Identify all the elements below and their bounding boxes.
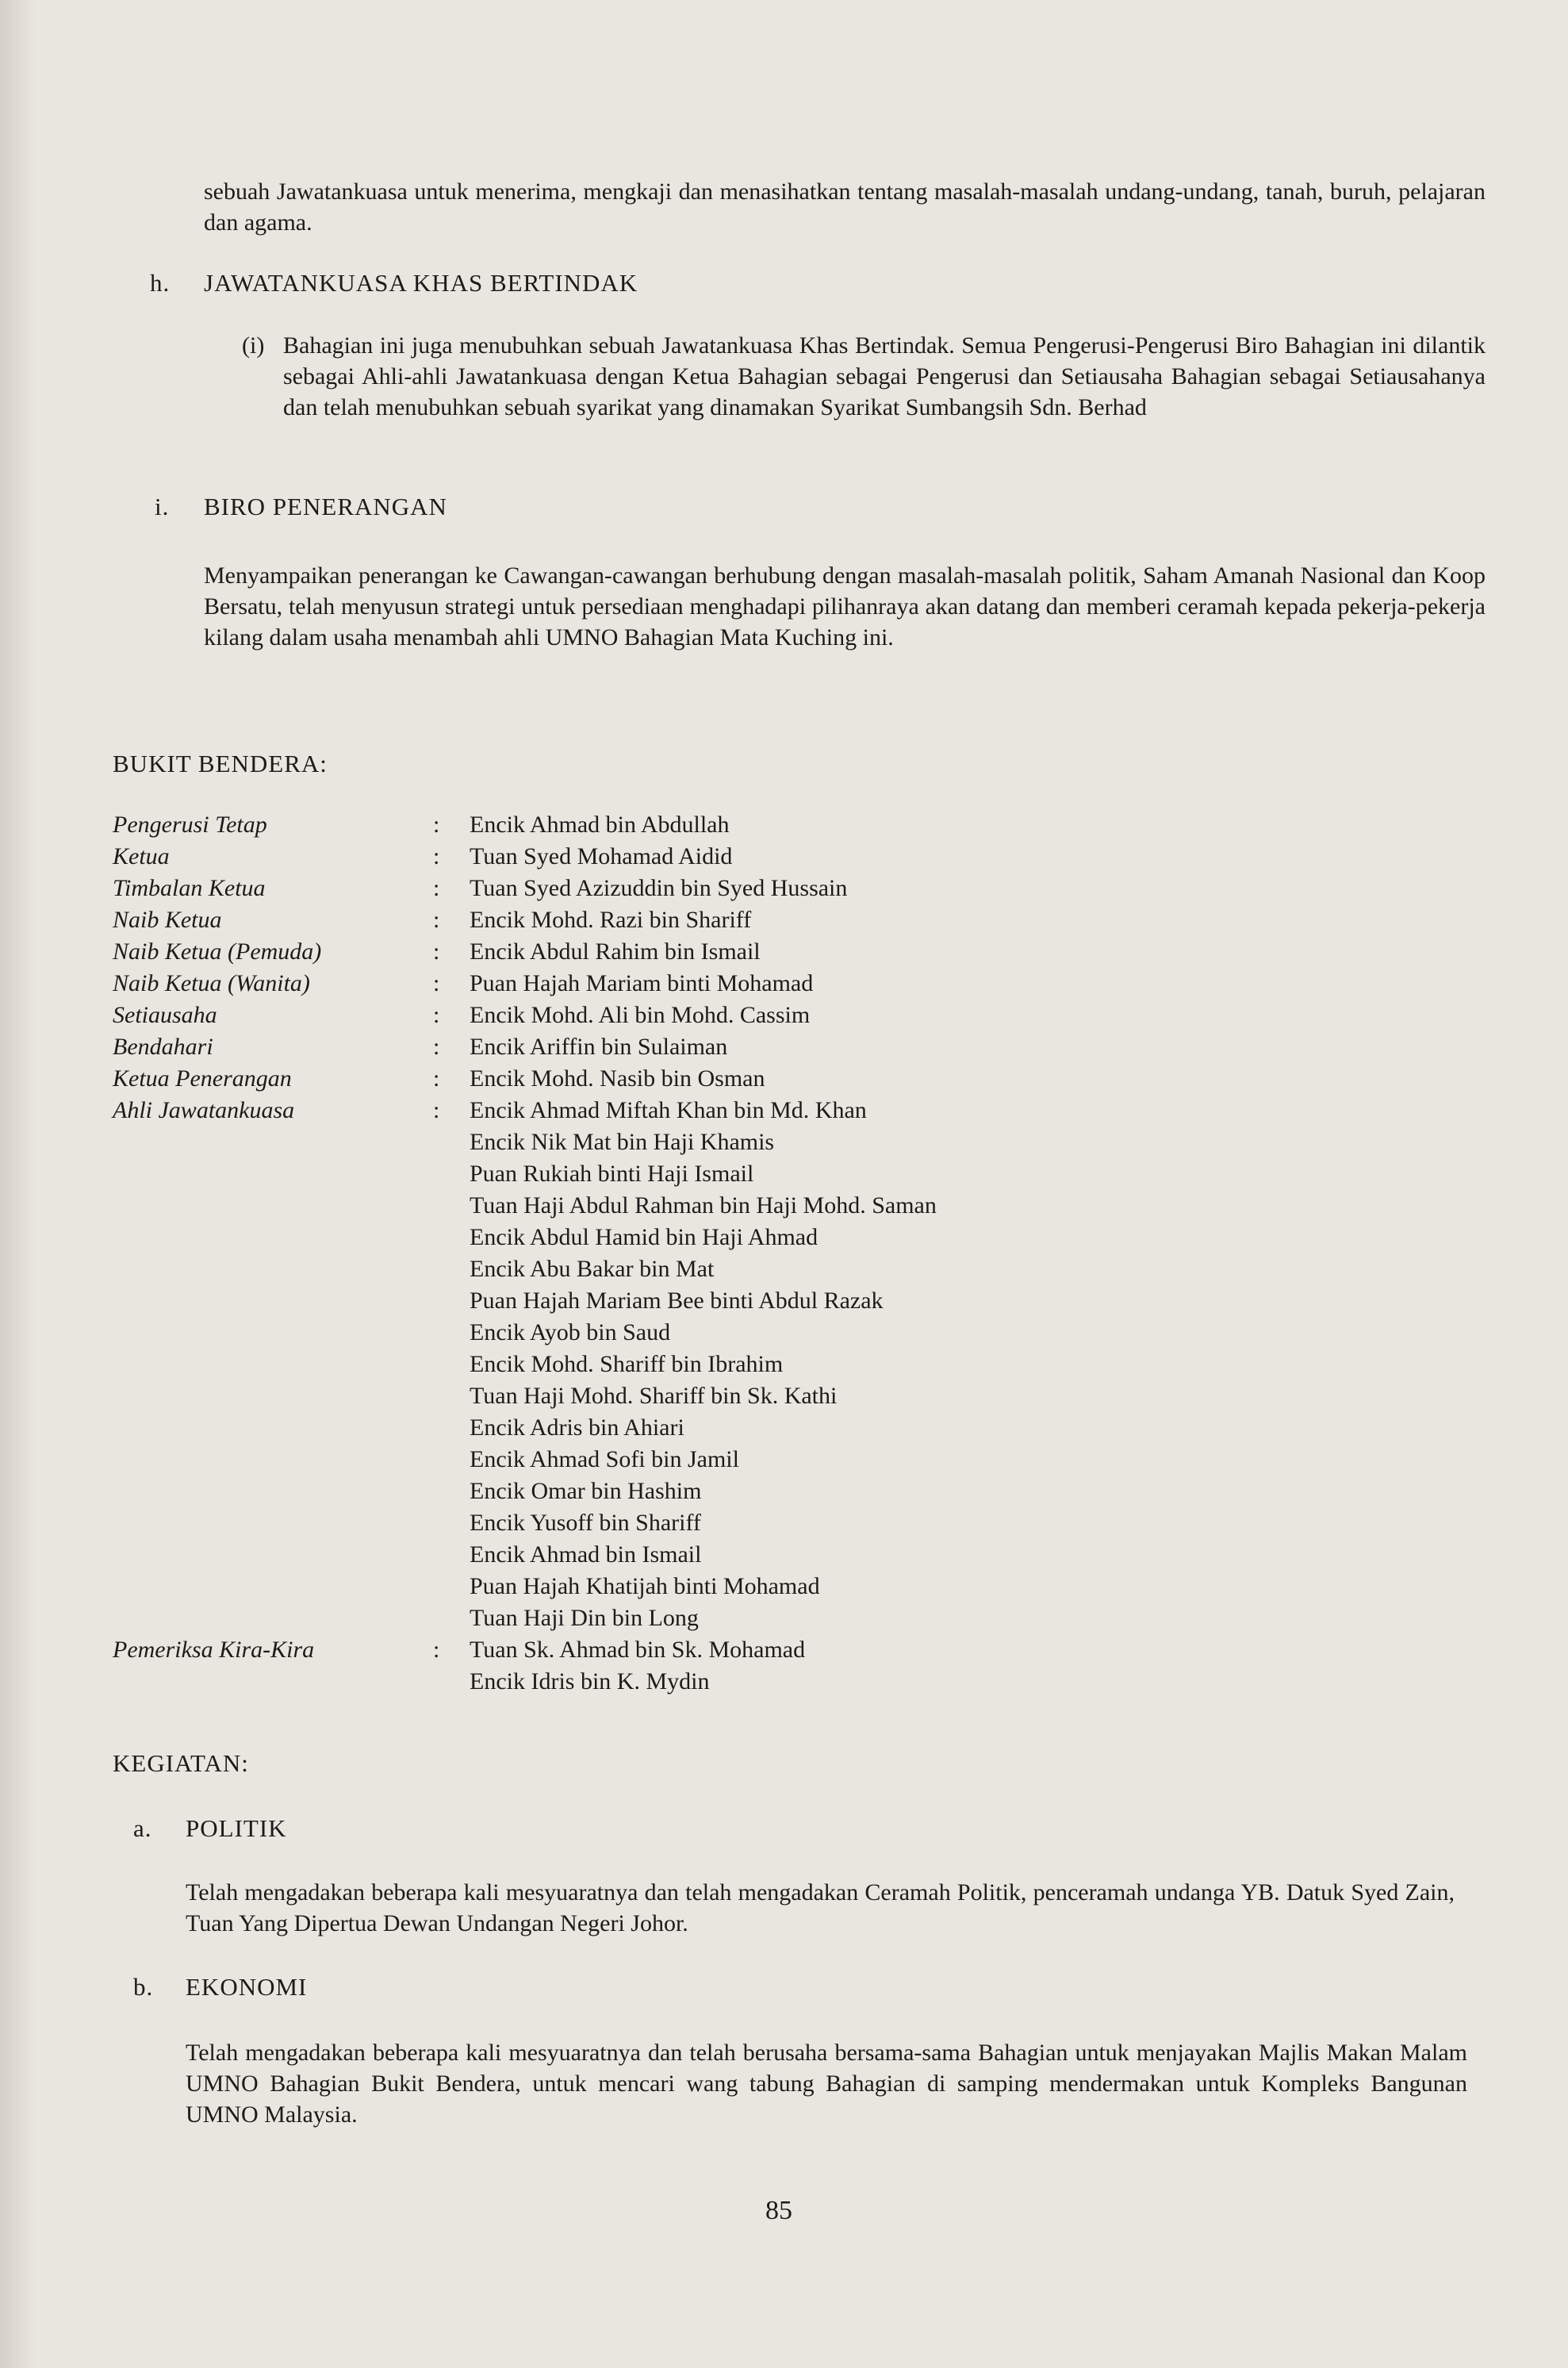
roster-name: Encik Abdul Hamid bin Haji Ahmad: [470, 1224, 819, 1250]
roster-name: Encik Adris bin Ahiari: [470, 1414, 684, 1441]
roster-separator: :: [433, 907, 440, 933]
section-i-heading: [155, 493, 447, 521]
roster-name: Encik Omar bin Hashim: [470, 1478, 702, 1504]
roster-separator: :: [433, 970, 440, 996]
roster-name: Encik Ayob bin Saud: [470, 1319, 671, 1345]
roster-row: [113, 1031, 1144, 1063]
roster-row: [113, 1253, 1144, 1285]
roster-name: Tuan Syed Mohamad Aidid: [470, 843, 733, 869]
roster-position: Ketua Penerangan: [113, 1065, 292, 1092]
roster-name: Encik Mohd. Razi bin Shariff: [470, 907, 752, 933]
section-h-item-number: (i): [242, 332, 265, 359]
roster-name: Encik Ahmad Miftah Khan bin Md. Khan: [470, 1097, 867, 1123]
section-h-item-text: Bahagian ini juga menubuhkan sebuah Jawatankuasa Khas Bertindak. Semua Pengerusi-Pengerusi Biro Bahagian ini dilantik sebagai Ahli-ahli Jawatankuasa dengan Ketua Bahagian sebagai Pengerusi dan Setiausaha Bahagian sebagai Setiausahanya dan telah menubuhkan sebuah syarikat yang dinamakan Syarikat Sumbangsih Sdn. Berhad: [283, 332, 1486, 420]
politik-marker: a.: [133, 1814, 152, 1842]
roster-row: [113, 1126, 1144, 1158]
roster-row: [113, 841, 1144, 873]
roster-position: Timbalan Ketua: [113, 875, 266, 901]
roster-row: [113, 1317, 1144, 1349]
roster-row: [113, 936, 1144, 968]
roster-position: Ketua: [113, 843, 170, 869]
roster-name: Encik Mohd. Nasib bin Osman: [470, 1065, 765, 1092]
roster-name: Encik Abdul Rahim bin Ismail: [470, 938, 761, 965]
roster-separator: :: [433, 1002, 440, 1028]
roster-row: [113, 904, 1144, 936]
roster-name: Tuan Haji Din bin Long: [470, 1605, 699, 1631]
roster-separator: :: [433, 938, 440, 965]
roster-row: [113, 968, 1144, 1000]
section-i-marker: i.: [155, 493, 170, 520]
roster-row: [113, 1444, 1144, 1476]
roster-position: Bendahari: [113, 1034, 213, 1060]
roster-separator: :: [433, 1034, 440, 1060]
roster-name: Puan Hajah Khatijah binti Mohamad: [470, 1573, 820, 1599]
roster-name: Tuan Sk. Ahmad bin Sk. Mohamad: [470, 1637, 806, 1663]
section-i-paragraph: Menyampaikan penerangan ke Cawangan-cawangan berhubung dengan masalah-masalah politik, Saham Amanah Nasional dan Koop Bersatu, telah menyusun strategi untuk persediaan menghadapi pilihanraya akan datang dan memberi ceramah kepada pekerja-pekerja kilang dalam usaha menambah ahli UMNO Bahagian Mata Kuching ini.: [204, 562, 1486, 651]
roster-name: Encik Idris bin K. Mydin: [470, 1668, 710, 1694]
roster-position: Pemeriksa Kira-Kira: [113, 1637, 315, 1663]
roster-name: Encik Nik Mat bin Haji Khamis: [470, 1129, 775, 1155]
roster-position: Setiausaha: [113, 1002, 217, 1028]
roster-row: [113, 1666, 1144, 1698]
roster-row: [113, 1602, 1144, 1634]
kegiatan-title: KEGIATAN:: [113, 1749, 249, 1777]
roster-row: [113, 1095, 1144, 1126]
section-i-title: BIRO PENERANGAN: [204, 493, 447, 520]
roster-row: [113, 809, 1144, 841]
roster-row: [113, 1158, 1144, 1190]
roster-name: Puan Rukiah binti Haji Ismail: [470, 1161, 754, 1187]
ekonomi-marker: b.: [133, 1973, 154, 2001]
roster-name: Encik Ahmad bin Ismail: [470, 1541, 702, 1568]
roster-position: Naib Ketua: [113, 907, 222, 933]
section-h-title: JAWATANKUASA KHAS BERTINDAK: [204, 269, 638, 297]
roster-row: [113, 1476, 1144, 1507]
roster-position: Naib Ketua (Wanita): [113, 970, 310, 996]
roster-name: Encik Ahmad Sofi bin Jamil: [470, 1446, 739, 1472]
intro-paragraph: sebuah Jawatankuasa untuk menerima, mengkaji dan menasihatkan tentang masalah-masalah undang-undang, tanah, buruh, pelajaran dan agama.: [204, 178, 1486, 236]
ekonomi-paragraph: Telah mengadakan beberapa kali mesyuaratnya dan telah berusaha bersama-sama Bahagian untuk menjayakan Majlis Makan Malam UMNO Bahagian Bukit Bendera, untuk mencari wang tabung Bahagian di samping mendermakan untuk Kompleks Bangunan UMNO Malaysia.: [186, 2040, 1467, 2128]
politik-heading: [133, 1814, 287, 1843]
roster-name: Puan Hajah Mariam binti Mohamad: [470, 970, 814, 996]
roster-name: Encik Yusoff bin Shariff: [470, 1510, 701, 1536]
roster-position: Naib Ketua (Pemuda): [113, 938, 322, 965]
page-number: 85: [765, 2196, 792, 2225]
roster-row: [113, 1380, 1144, 1412]
roster-row: [113, 1634, 1144, 1666]
roster-row: [113, 1000, 1144, 1031]
roster-row: [113, 1412, 1144, 1444]
roster-name: Encik Mohd. Shariff bin Ibrahim: [470, 1351, 784, 1377]
roster-position: Ahli Jawatankuasa: [113, 1097, 295, 1123]
roster-separator: :: [433, 1637, 440, 1663]
politik-title: POLITIK: [186, 1814, 287, 1842]
roster-name: Encik Abu Bakar bin Mat: [470, 1256, 715, 1282]
roster-row: [113, 1190, 1144, 1222]
roster-row: [113, 1539, 1144, 1571]
roster-separator: :: [433, 1065, 440, 1092]
page-fold-shadow: [0, 0, 35, 2368]
ekonomi-title: EKONOMI: [186, 1973, 308, 2001]
roster-row: [113, 1571, 1144, 1602]
roster-name: Encik Ahmad bin Abdullah: [470, 812, 730, 838]
section-h-heading: [150, 269, 638, 297]
roster-row: [113, 1222, 1144, 1253]
roster-position: Pengerusi Tetap: [113, 812, 267, 838]
roster-name: Tuan Syed Azizuddin bin Syed Hussain: [470, 875, 848, 901]
section-h-marker: h.: [150, 269, 171, 297]
roster-name: Encik Mohd. Ali bin Mohd. Cassim: [470, 1002, 811, 1028]
roster-separator: :: [433, 875, 440, 901]
roster-name: Puan Hajah Mariam Bee binti Abdul Razak: [470, 1288, 884, 1314]
roster-row: [113, 1063, 1144, 1095]
roster-name: Tuan Haji Mohd. Shariff bin Sk. Kathi: [470, 1383, 838, 1409]
bukit-bendera-title: BUKIT BENDERA:: [113, 750, 328, 777]
roster-name: Tuan Haji Abdul Rahman bin Haji Mohd. Saman: [470, 1192, 937, 1219]
section-h-item: [242, 330, 1486, 457]
roster-row: [113, 1285, 1144, 1317]
roster-row: [113, 1507, 1144, 1539]
roster-name: Encik Ariffin bin Sulaiman: [470, 1034, 728, 1060]
politik-paragraph: Telah mengadakan beberapa kali mesyuaratnya dan telah mengadakan Ceramah Politik, penceramah undanga YB. Datuk Syed Zain, Tuan Yang Dipertua Dewan Undangan Negeri Johor.: [186, 1879, 1455, 1936]
roster-separator: :: [433, 843, 440, 869]
roster-separator: :: [433, 812, 440, 838]
roster-row: [113, 1349, 1144, 1380]
roster-row: [113, 873, 1144, 904]
committee-roster: [113, 809, 1144, 1698]
ekonomi-heading: [133, 1973, 307, 2001]
roster-separator: :: [433, 1097, 440, 1123]
